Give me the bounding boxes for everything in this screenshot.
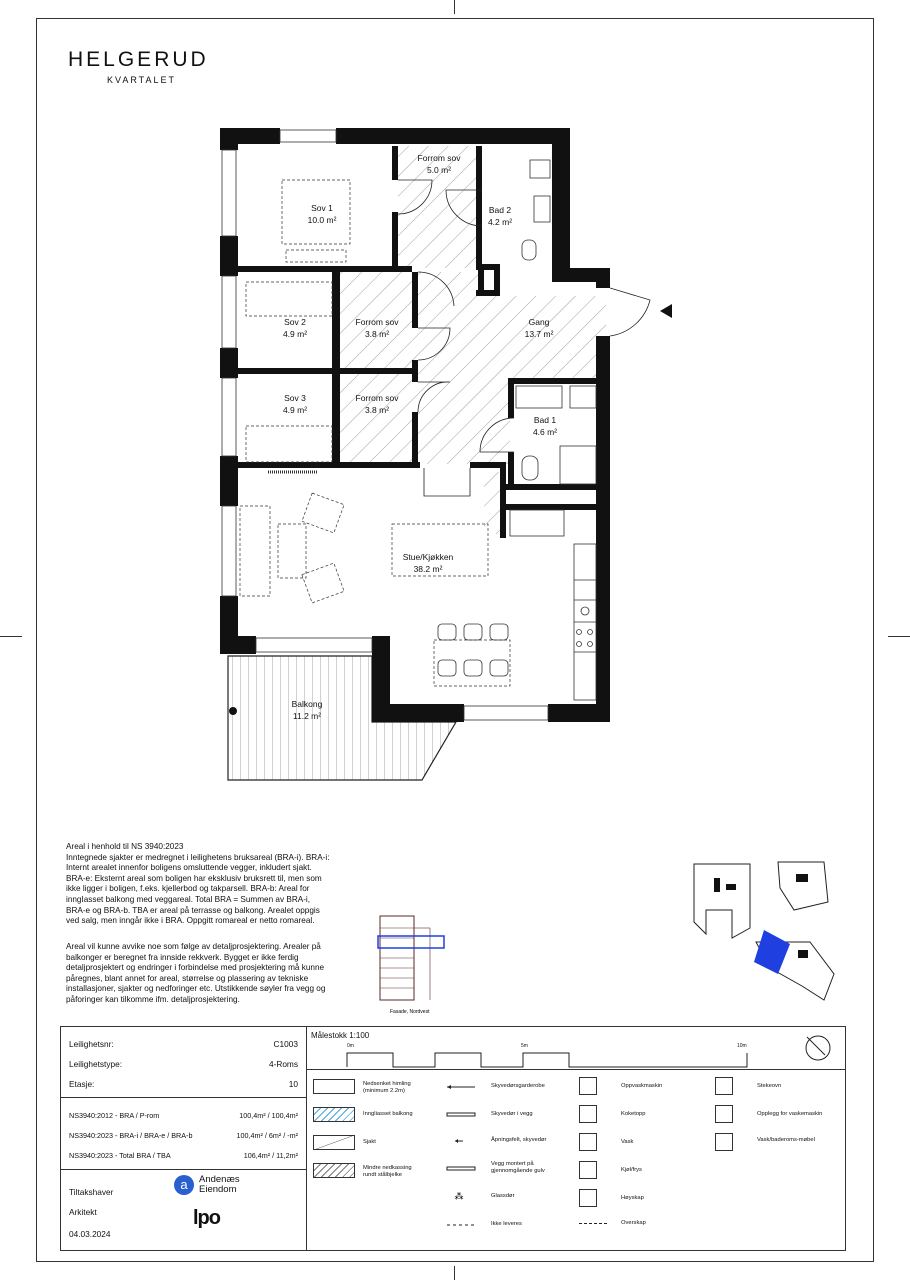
andenaes-logo-icon — [173, 1174, 195, 1196]
legend-skyvedor-garderobe: Skyvedørsgarderobe — [491, 1083, 545, 1089]
scale-0: 0m — [347, 1043, 354, 1049]
hoyskap-icon — [579, 1189, 597, 1207]
crop-mark — [454, 1266, 455, 1280]
row-date: 04.03.2024 — [69, 1229, 111, 1239]
facade-drawing — [370, 908, 450, 1015]
notes-para1: Inntegnede sjakter er medregnet i leilighetens bruksareal (BRA-i). BRA-i: Internt arealet innenfor boligens omsluttende vegger, inkludert sjakt. BRA-e: Eksternt areal som boligen har eksklusiv bruksrett til, men som ikke ligger i boligen, f.eks. kjellerbod og takparsell. BRA-b: Areal for inngIasset balkong med veggareal. Total BRA = Summen av BRA-i, BRA-e og BRA-b. TBA er areal på terrasse og balkong. Arealet oppgis ved salg, men inngår ikke i BRA. Oppgitt romareal er netto romareal. — [66, 852, 330, 926]
value-etasje: 10 — [288, 1079, 298, 1089]
vaskemaskin-icon — [715, 1105, 733, 1123]
scale-bar — [347, 1049, 757, 1069]
legend-nedsenket-box — [313, 1079, 355, 1094]
legend-stekeovn: Stekeovn — [757, 1083, 782, 1089]
title-block — [60, 1026, 846, 1251]
legend-apningsfelt: Åpningsfelt, skyvedør — [491, 1137, 547, 1143]
overskap-icon — [579, 1223, 607, 1224]
value-type: 4-Roms — [268, 1059, 298, 1069]
room-label-gang: Gang 13.7 m² — [524, 317, 554, 339]
legend-mindre: Mindre nedkassing rundt stålbjelke — [363, 1165, 412, 1178]
vask-bad-icon — [715, 1133, 733, 1151]
koketopp-icon — [579, 1105, 597, 1123]
brand-sub: KVARTALET — [107, 75, 177, 85]
legend-lines — [441, 1083, 481, 1233]
row-leilighetsnr — [69, 1039, 298, 1049]
scale-10: 10m — [737, 1043, 747, 1049]
area-notes — [66, 842, 331, 927]
legend-vegg-montert: Vegg montert på gjennomgående gulv — [491, 1161, 545, 1174]
label-etasje: Etasje: — [69, 1079, 95, 1089]
room-label-sov3: Sov 3 4.9 m² — [282, 393, 308, 415]
room-label-forrom-sov: Forrom sov 5.0 m² — [417, 153, 461, 175]
title-block-left — [61, 1027, 307, 1250]
north-arrow-icon — [801, 1031, 835, 1065]
svg-text:a: a — [180, 1177, 188, 1192]
value-leilighetsnr: C1003 — [273, 1039, 298, 1049]
brand-logo: HELGERUD — [68, 48, 209, 71]
row-tiltakshaver: Tiltakshaver — [69, 1187, 114, 1197]
row-type — [69, 1059, 298, 1069]
lpo-logo: lpo — [193, 1207, 220, 1229]
legend-vask-bad: Vask/baderoms-møbel — [757, 1137, 815, 1143]
room-label-stue: Stue/Kjøkken 38.2 m² — [402, 552, 454, 574]
legend-inngl: Inngliasset balkong — [363, 1111, 413, 1117]
legend-koketopp: Koketopp — [621, 1111, 646, 1117]
notes-para2: Areal vil kunne avvike noe som følge av detaljprosjektering. Arealer på balkonger er beregnet fra innside rekkverk. Bygget er ikke ferdig detaljprosjektert og endringer i forbindelse med prosjektering må kunne påregnes, blant annet for areal, størrelse og plassering av tekniske installasjoner, sjakter og nedforinger etc. Utstikkende søyler fra vegg og påforinger kan tilkomme ifm. detaljprosjektering. — [66, 942, 326, 1004]
drain-icon — [229, 707, 237, 715]
vask-icon — [579, 1133, 597, 1151]
stekeovn-icon — [715, 1077, 733, 1095]
row-etasje — [69, 1079, 298, 1089]
kjol-icon — [579, 1161, 597, 1179]
legend-overskap: Overskap — [621, 1220, 646, 1226]
legend-sjakt-box — [313, 1135, 355, 1150]
legend-ikke-leveres: Ikke leveres — [491, 1221, 522, 1227]
entrance-arrow-icon — [660, 304, 672, 318]
notes-heading: Areal i henhold til NS 3940:2023 — [66, 842, 184, 851]
scale-title: Målestokk 1:100 — [311, 1031, 370, 1040]
room-label-sov1: Sov 1 10.0 m² — [307, 203, 337, 225]
row-total-bra: NS3940:2023 - Total BRA / TBA 106,4m² / 11,2m² — [69, 1151, 298, 1160]
row-arkitekt: Arkitekt — [69, 1207, 97, 1217]
key-plan — [686, 858, 846, 1008]
legend-skyvedor-vegg: Skyvedør i vegg — [491, 1111, 533, 1117]
scale-5: 5m — [521, 1043, 528, 1049]
svg-text:⁂: ⁂ — [454, 1191, 464, 1201]
room-label-forrom-sov-2: Forrom sov 3.8 m² — [355, 317, 399, 339]
hatch-gang — [412, 272, 606, 464]
facade-caption: Fasade, Nordvest — [390, 1009, 430, 1015]
andenaes-logo: a Andenæs Eiendom — [173, 1174, 257, 1196]
dining-chairs — [438, 624, 508, 676]
legend-kjol: Kjøl/frys — [621, 1167, 642, 1173]
legend-sjakt: Sjakt — [363, 1139, 376, 1145]
label-type: Leilighetstype: — [69, 1059, 123, 1069]
legend-vask: Vask — [621, 1139, 634, 1145]
room-label-balkong: Balkong 11.2 m² — [291, 699, 323, 721]
room-label-sov2: Sov 2 4.9 m² — [282, 317, 308, 339]
legend-glassdor: Glassdør — [491, 1193, 515, 1199]
label-leilighetsnr: Leilighetsnr: — [69, 1039, 114, 1049]
legend-opplegg: Opplegg for vaskemaskin — [757, 1111, 823, 1117]
oppvaskmaskin-icon — [579, 1077, 597, 1095]
legend-hoyskap: Høyskap — [621, 1195, 644, 1201]
legend-inngl-box — [313, 1107, 355, 1122]
kitchen — [510, 510, 596, 700]
apartment-highlight — [754, 930, 790, 974]
row-bra-i-e-b: NS3940:2023 - BRA-i / BRA-e / BRA-b 100,4m² / 6m² / -m² — [69, 1131, 298, 1140]
room-label-forrom-sov-3: Forrom sov 3.8 m² — [355, 393, 399, 415]
legend-oppvask: Oppvaskmaskin — [621, 1083, 663, 1089]
room-label-bad1: Bad 1 4.6 m² — [532, 415, 558, 437]
row-bra-prom: NS3940:2012 - BRA / P-rom 100,4m² / 100,4m² — [69, 1111, 298, 1120]
hatch-forrom-sov-3 — [340, 374, 412, 464]
room-label-bad2: Bad 2 4.2 m² — [487, 205, 513, 227]
legend-nedsenket: Nedsenket himling (minimum 2.2m) — [363, 1081, 411, 1094]
legend-mindre-box — [313, 1163, 355, 1178]
